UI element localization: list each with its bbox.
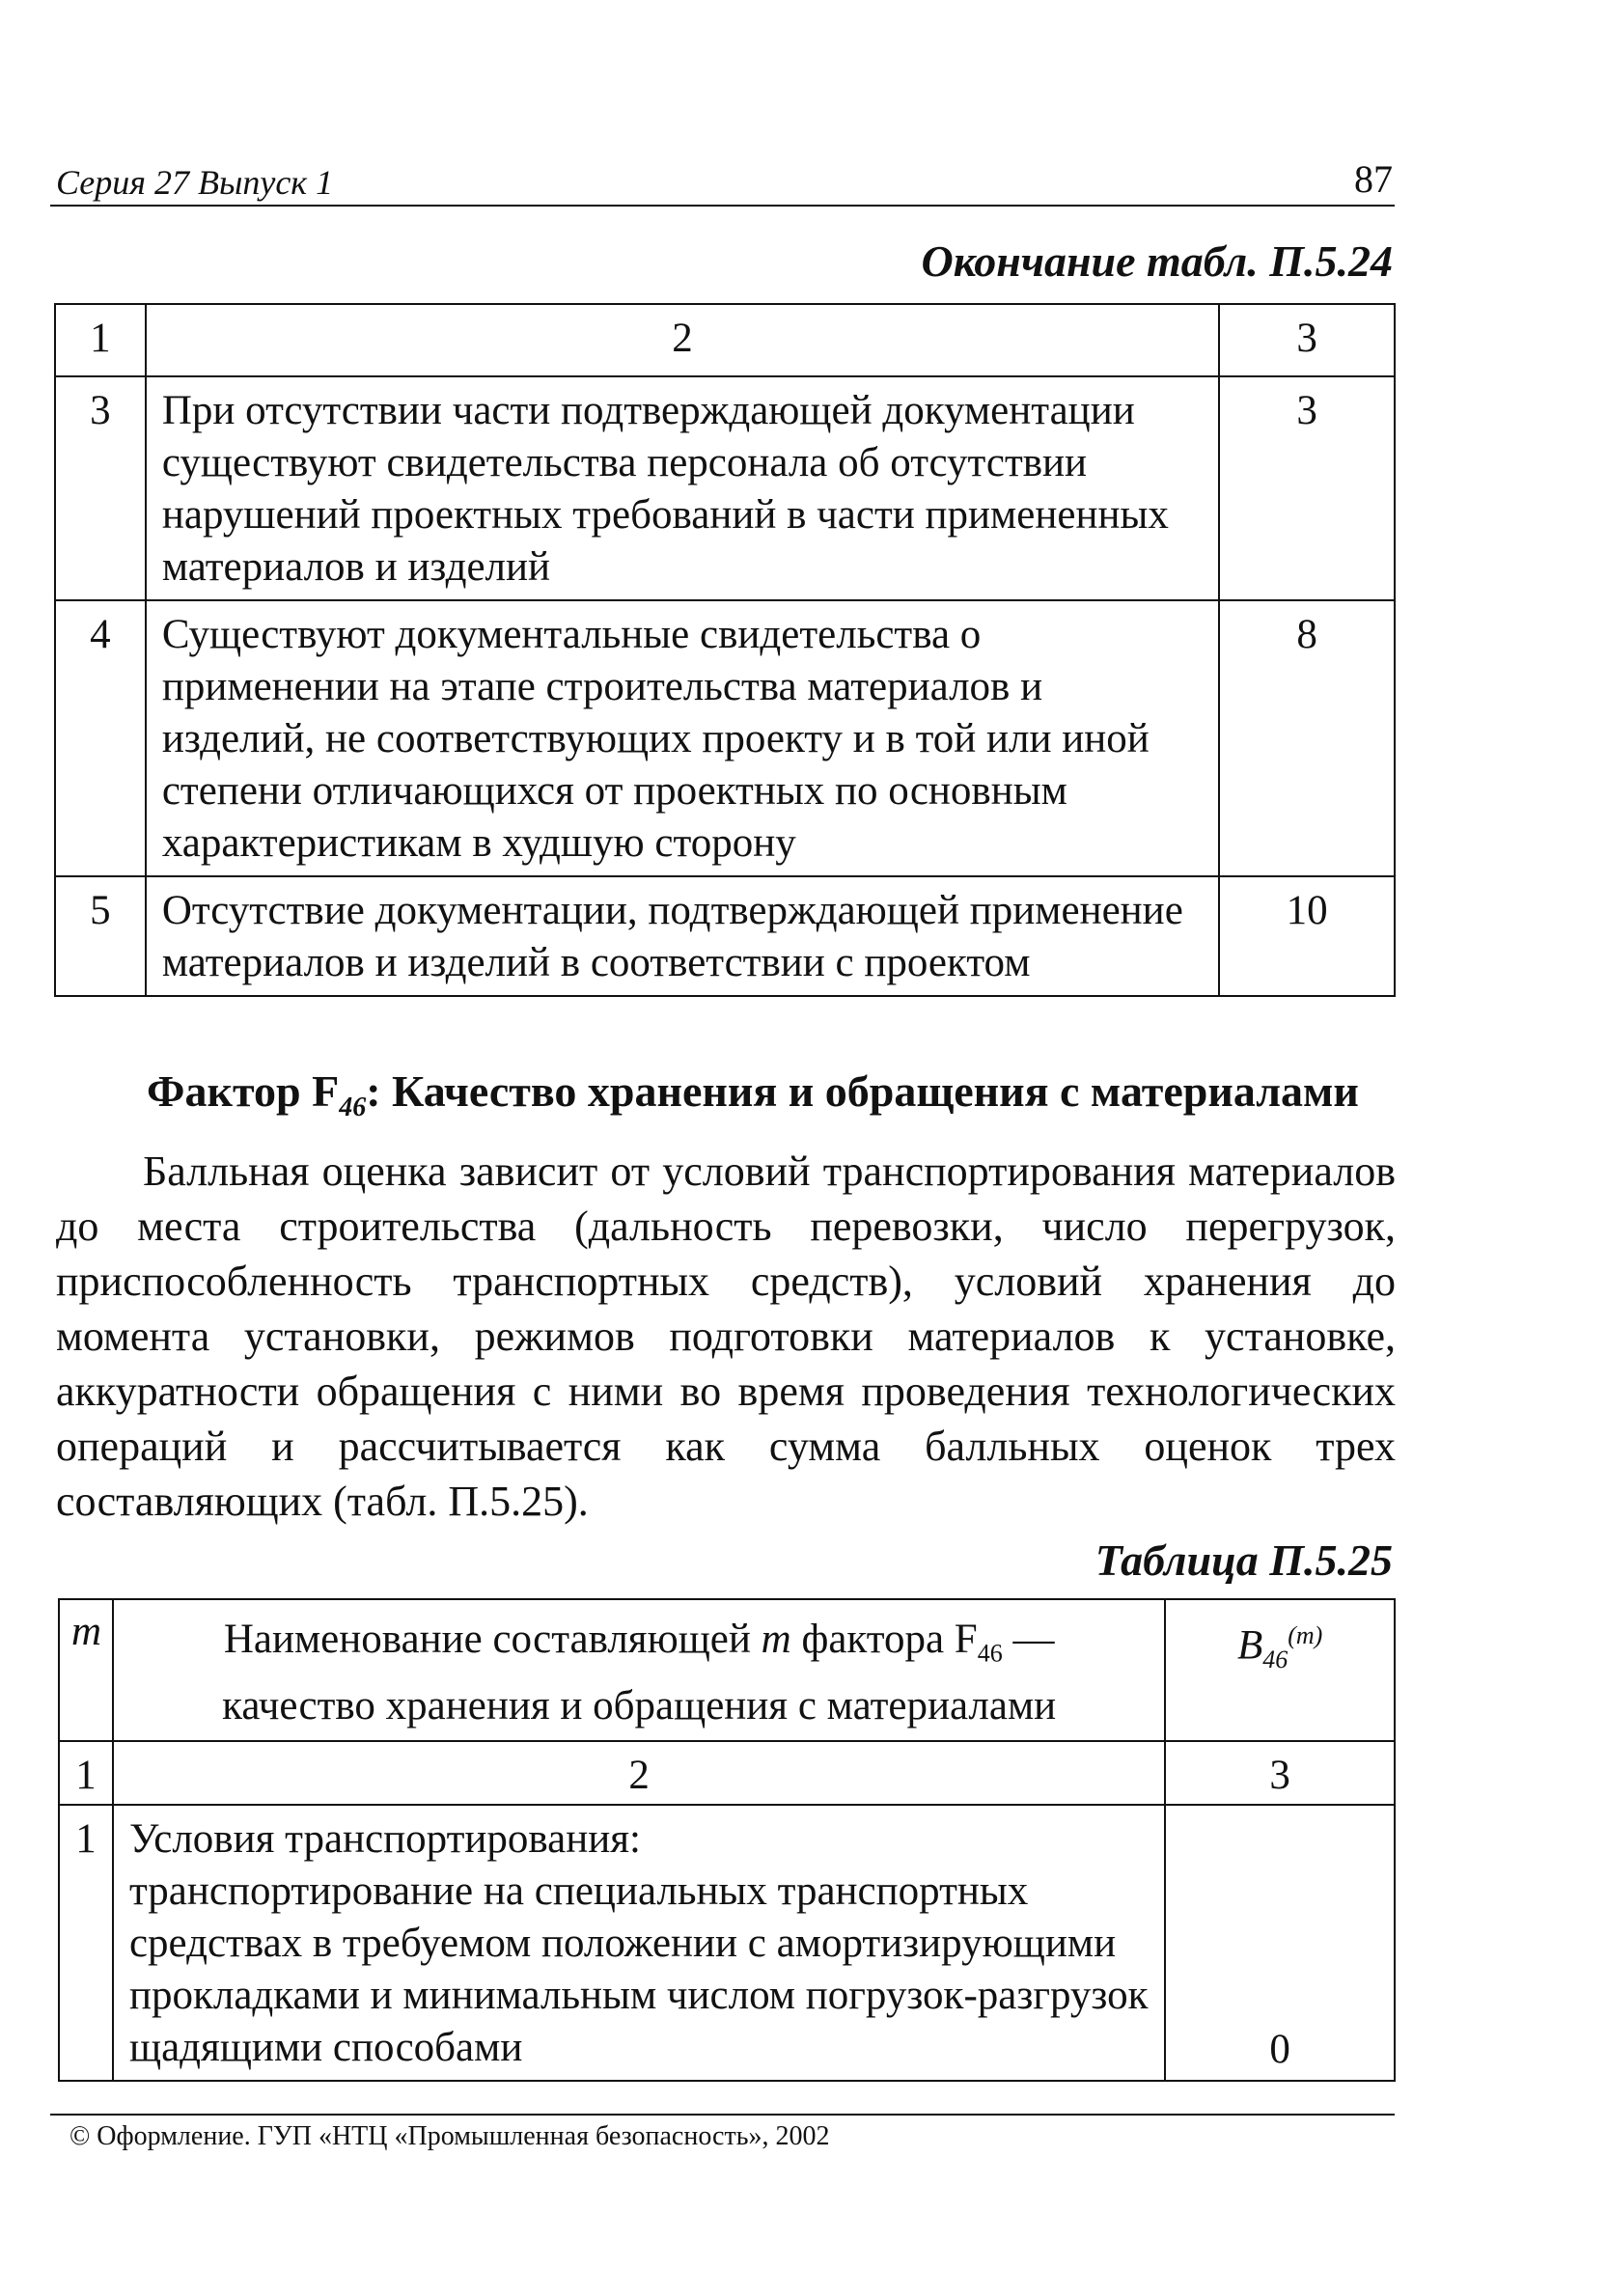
row-number: 5	[55, 876, 146, 996]
header-dash: —	[1002, 1617, 1055, 1662]
row-description: При отсутствии части подтверждающей документации существуют свидетельства персонала об отсутствии нарушений проектных требований в части примененных материалов и изделий	[146, 376, 1219, 600]
row-score: 8	[1219, 600, 1395, 876]
table1-header-col2: 2	[146, 304, 1219, 376]
row-score: 3	[1219, 376, 1395, 600]
page-number: 87	[1354, 157, 1393, 201]
b-symbol: B	[1236, 1622, 1263, 1669]
table-row	[55, 876, 1395, 996]
row-number: 4	[55, 600, 146, 876]
table1-header-row	[55, 304, 1395, 376]
header-text-line2: качество хранения и обращения с материалами	[222, 1682, 1057, 1729]
header-text: фактора F	[790, 1617, 978, 1662]
row-description: Отсутствие документации, подтверждающей применение материалов и изделий в соответствии с проектом	[146, 876, 1219, 996]
section-heading	[147, 1065, 1359, 1123]
table-row	[55, 600, 1395, 876]
copyright-footer: © Оформление. ГУП «НТЦ «Промышленная безопасность», 2002	[69, 2121, 830, 2151]
heading-prefix: Фактор F	[147, 1066, 340, 1116]
row-title: Условия транспортирования:	[128, 1815, 641, 1862]
table-p524-end	[54, 303, 1396, 997]
table2-header-m: m	[59, 1599, 113, 1741]
b-subscript: 46	[1262, 1645, 1288, 1674]
row-description: Существуют документальные свидетельства о применении на этапе строительства материалов и изделий, не соответствующих проекту и в той или иной степени отличающихся от проектных по основным характеристикам в худшую сторону	[146, 600, 1219, 876]
table-row	[59, 1805, 1395, 2081]
row-number: 1	[59, 1805, 113, 2081]
row-number: 3	[55, 376, 146, 600]
heading-subscript: 46	[339, 1093, 367, 1123]
table2-caption: Таблица П.5.25	[1094, 1535, 1393, 1585]
table-row	[55, 376, 1395, 600]
body-paragraph: Балльная оценка зависит от условий транспортирования материалов до места строительства (дальность перевозки, число перегрузок, приспособленность транспортных средств), условий хранения до момента установки, режимов подготовки материалов к установке, аккуратности обращения с ними во время проведения технологических операций и рассчитывается как сумма балльных оценок трех составляющих (табл. П.5.25).	[56, 1148, 1396, 1525]
b-superscript: (m)	[1288, 1621, 1323, 1649]
running-header-series: Серия 27 Выпуск 1	[56, 163, 334, 202]
table2-header-b	[1165, 1599, 1395, 1741]
header-subscript: 46	[977, 1639, 1003, 1668]
row-text: транспортирование на специальных транспортных средствах в требуемом положении с амортизирующими прокладками и минимальным числом погрузок-разгрузок щадящими способами	[128, 1867, 1149, 2070]
footer-rule	[50, 2114, 1395, 2116]
row-score: 10	[1219, 876, 1395, 996]
table2-header-row	[59, 1599, 1395, 1741]
header-rule	[50, 205, 1395, 207]
row-score: 0	[1165, 1805, 1395, 2081]
table1-header-col1: 1	[55, 304, 146, 376]
table-p525	[58, 1598, 1396, 2082]
row-description	[113, 1805, 1165, 2081]
table1-header-col3: 3	[1219, 304, 1395, 376]
table1-caption: Окончание табл. П.5.24	[921, 236, 1393, 286]
index-col3: 3	[1165, 1741, 1395, 1805]
header-text: Наименование составляющей	[223, 1617, 762, 1662]
index-col2: 2	[113, 1741, 1165, 1805]
table2-header-name	[113, 1599, 1165, 1741]
table2-index-row	[59, 1741, 1395, 1805]
index-col1: 1	[59, 1741, 113, 1805]
header-m-symbol: m	[761, 1617, 791, 1662]
heading-title: : Качество хранения и обращения с материалами	[366, 1066, 1359, 1116]
